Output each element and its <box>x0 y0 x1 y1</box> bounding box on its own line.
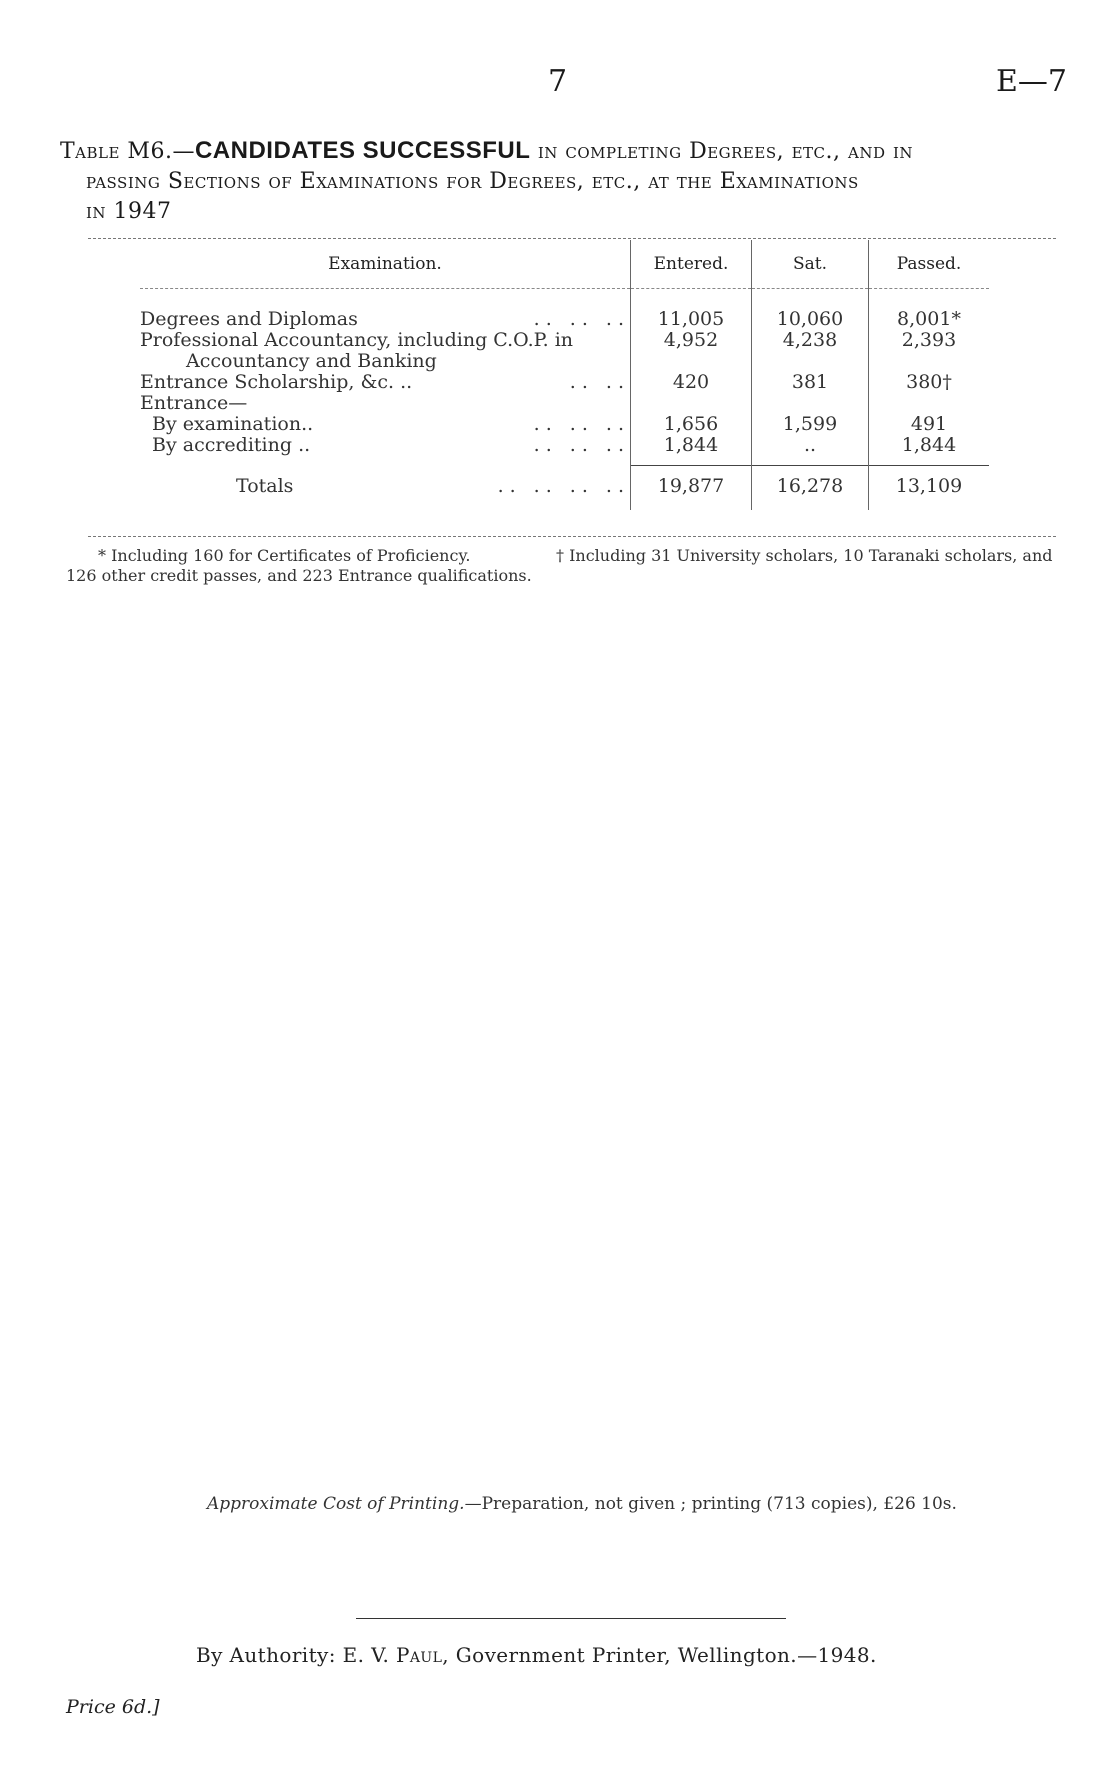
footnotes <box>66 546 1056 586</box>
footnote-continuation: 126 other credit passes, and 223 Entrance qualifications. <box>66 566 532 585</box>
page-number: 7 <box>548 64 568 99</box>
cell-entered: 19,877 <box>631 466 752 511</box>
cost-heading: Approximate Cost of Printing. <box>207 1494 465 1514</box>
cell-sat: 1,599 <box>752 414 869 435</box>
cell-passed: 491 <box>869 414 990 435</box>
row-label: By examination.. <box>152 413 314 435</box>
title-line-2: passing Sections of Examinations for Degrees, etc., at the Examinations <box>86 169 859 194</box>
table-row <box>140 414 989 435</box>
row-label: By accrediting .. <box>152 434 311 456</box>
authority-prefix: By Authority: E. V. <box>196 1643 390 1667</box>
leader-dots: .. .. <box>569 372 630 393</box>
cost-text: —Preparation, not given ; printing (713 copies), £26 10s. <box>464 1494 957 1514</box>
cell-sat: 10,060 <box>752 309 869 330</box>
header-entered: Entered. <box>631 240 752 289</box>
cell-sat: .. <box>752 435 869 456</box>
leader-dots: .. .. .. <box>533 435 630 456</box>
cell-passed: 13,109 <box>869 466 990 511</box>
header-sat: Sat. <box>752 240 869 289</box>
table-row <box>140 309 989 330</box>
header-row <box>140 240 989 289</box>
authority-line <box>196 1643 877 1667</box>
totals-row <box>140 466 989 511</box>
price: Price 6d.] <box>66 1696 160 1718</box>
leader-dots: .. .. .. <box>533 414 630 435</box>
top-rule <box>88 238 1056 239</box>
footnote-1: * Including 160 for Certificates of Proficiency. <box>98 546 471 565</box>
header-passed: Passed. <box>869 240 990 289</box>
header-examination: Examination. <box>140 240 631 289</box>
table-row <box>140 393 989 414</box>
page-reference: E—7 <box>996 64 1067 99</box>
cell-sat: 16,278 <box>752 466 869 511</box>
cell-passed: 2,393 <box>869 330 990 351</box>
table-row <box>140 372 989 393</box>
bottom-rule <box>88 536 1056 537</box>
printer-name: Paul <box>396 1643 443 1667</box>
candidates-table <box>140 240 989 510</box>
footnote-2: † Including 31 University scholars, 10 Taranaki scholars, and <box>556 546 1053 565</box>
title-bold: CANDIDATES SUCCESSFUL <box>194 137 531 164</box>
cell-passed: 8,001* <box>869 309 990 330</box>
table-title <box>60 136 1060 227</box>
printing-cost <box>207 1494 957 1514</box>
row-label: Entrance— <box>140 392 248 414</box>
title-rest: in completing Degrees, etc., and in <box>530 139 914 164</box>
table-row <box>140 330 989 351</box>
table-row <box>140 435 989 456</box>
authority-rule <box>356 1618 786 1619</box>
row-label: Totals <box>236 474 294 497</box>
cell-entered: 1,656 <box>631 414 752 435</box>
title-line-3: in 1947 <box>86 199 172 224</box>
cell-sat: 381 <box>752 372 869 393</box>
leader-dots: .. .. .. .. <box>497 475 630 497</box>
title-prefix: Table M6.— <box>60 139 195 164</box>
table-row <box>140 351 989 372</box>
row-label: Degrees and Diplomas <box>140 308 358 330</box>
leader-dots: .. .. .. <box>533 309 630 330</box>
row-label: Accountancy and Banking <box>186 350 437 372</box>
row-label: Professional Accountancy, including C.O.P. in <box>140 329 574 351</box>
cell-entered: 1,844 <box>631 435 752 456</box>
cell-entered: 11,005 <box>631 309 752 330</box>
cell-entered: 420 <box>631 372 752 393</box>
cell-passed: 1,844 <box>869 435 990 456</box>
cell-passed: 380† <box>869 372 990 393</box>
cell-entered: 4,952 <box>631 330 752 351</box>
cell-sat: 4,238 <box>752 330 869 351</box>
row-label: Entrance Scholarship, &c. .. <box>140 371 413 393</box>
authority-suffix: , Government Printer, Wellington.—1948. <box>442 1643 877 1667</box>
